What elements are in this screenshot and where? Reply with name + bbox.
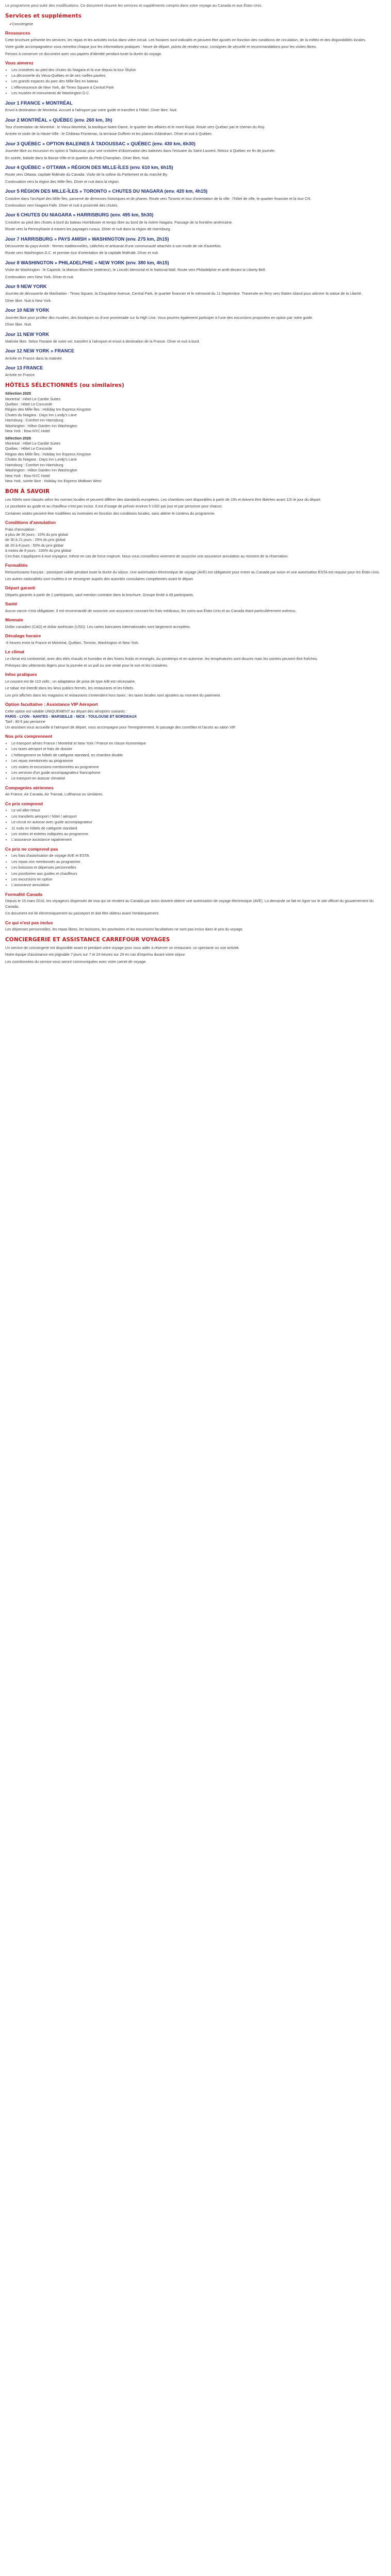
hotel-group-label: Sélection 2025 [5,391,31,396]
list-item: • Le circuit en autocar avec guide accompagnateur [11,820,386,825]
section-title-conditions: Conditions d'annulation [5,520,56,526]
day-text: Envol à destination de Montréal. Accueil à l'aéroport par votre guide et transfert à l'hôtel. Dîner libre. Nuit. [5,108,177,113]
day-text: Découverte du pays Amish : fermes traditionnelles, calèches et artisanat d'une communauté attachée à son mode de vie d'autrefois. [5,244,222,249]
list-item: • Les repas non mentionnés au programme [11,859,386,865]
hotel-line: New York : Row NYC Hotel [5,473,50,478]
section-title-depart: Départ garanti [5,585,36,591]
page [0,0,391,973]
day-title: Jour 12 NEW YORK » FRANCE [5,348,75,354]
section-title-option-vip: Option facultative : Assistance VIP Aéroport [5,702,98,707]
paragraph: Dollar canadien (CAD) et dollar américain (USD). Les cartes bancaires internationales sont largement acceptées. [5,624,191,629]
option-line: Tarif : 80 € par personne [5,719,45,724]
paragraph: Certaines visites peuvent être modifiées ou inversées en fonction des conditions locales, sans altérer le contenu du programme. [5,511,216,516]
day-title: Jour 10 NEW YORK [5,308,50,313]
paragraph: -6 heures entre la France et Montréal, Québec, Toronto, Washington et New York. [5,640,139,645]
prix-comprend-list [5,808,386,843]
option-line: Un assistant vous accueille à l'aéroport de départ, vous accompagne pour l'enregistrement, le passage des contrôles et l'accès au salon VIP. [5,724,236,730]
paragraph: Air France, Air Canada, Air Transat, Lufthansa ou similaires. [5,792,104,797]
list-item: • Les repas mentionnés au programme [11,758,386,764]
paragraph: Un service de conciergerie est disponible avant et pendant votre voyage pour vous aider à réserver un restaurant, un spectacle ou une activité. [5,945,240,950]
paragraph: Départs garantis à partir de 2 participants, sauf mention contraire dans la brochure. Groupe limité à 49 participants. [5,592,194,597]
paragraph: Prévoyez des vêtements légers pour la journée et un pull ou une veste pour le soir et les croisières. [5,663,169,668]
section-title-conciergerie: CONCIERGERIE ET ASSISTANCE CARREFOUR VOYAGES [5,936,170,943]
list-item: • Les boissons et dépenses personnelles [11,865,386,870]
paragraph: Ce document est lié électroniquement au passeport et doit être obtenu avant l'embarquement. [5,911,160,916]
paragraph: Ressortissants français : passeport valide pendant toute la durée du séjour. Une autorisation électronique de voyage (AVE) est obligatoire pour entrer au Canada par avion et une autorisation ESTA est requise pour les États-Unis. [5,569,380,574]
list-item: • 11 nuits en hôtels de catégorie standard [11,826,386,831]
hotel-line: Harrisburg : Comfort Inn Harrisburg [5,418,63,423]
list-item: • Les taxes aéroport et frais de dossier [11,747,386,752]
section-title-climat: Le climat [5,649,25,655]
section-title-services: Services et suppléments [5,12,82,19]
day-text: Tour d'orientation de Montréal : le Vieux-Montréal, la basilique Notre-Dame, le quartier des affaires et le mont Royal. Route vers Québec par le chemin du Roy. [5,124,265,129]
hotel-line: Région des Mille-Îles : Holiday Inn Express Kingston [5,451,91,456]
condition-line: de 30 à 21 jours : 25% du prix global [5,537,66,543]
itinerary [5,100,386,378]
hotel-line: Région des Mille-Îles : Holiday Inn Express Kingston [5,407,91,412]
list-item: • La découverte du Vieux-Québec et de ses ruelles pavées [11,73,386,78]
list-item: • Les excursions en option [11,877,386,882]
paragraph: Le tabac est interdit dans les lieux publics fermés, les restaurants et les hôtels. [5,686,135,691]
day-text: Route vers Washington D.C. et premier tour d'orientation de la capitale fédérale. Dîner et nuit. [5,250,159,256]
paragraph: Le pourboire au guide et au chauffeur n'est pas inclus. Il est d'usage de prévoir environ 5 USD par jour et par personne pour chacun. [5,504,223,509]
list-item: • Les visites et entrées indiquées au programme [11,832,386,837]
section-title-vous-aimerez: Vous aimerez [5,60,34,66]
services-list [5,22,386,27]
day-title: Jour 13 FRANCE [5,365,43,371]
day-text: Croisière dans l'archipel des Mille-Îles, parsemé de demeures historiques et de phares. Route vers Toronto et tour d'orientation de la ville : l'hôtel de ville, le quartier financier et la tour CN. [5,196,312,201]
list-item: • Le transport en autocar climatisé [11,776,386,781]
day-text: Dîner libre. Nuit à New York. [5,298,52,303]
list-item: • Les services d'un guide accompagnateur francophone [11,770,386,775]
day-title: Jour 5 RÉGION DES MILLE-ÎLES » TORONTO » CHUTES DU NIAGARA (env. 420 km, 4h15) [5,189,208,194]
day-text: En soirée, balade dans la Basse-Ville et le quartier du Petit-Champlain. Dîner libre. Nuit. [5,155,150,160]
list-item: • L'assurance assistance rapatriement [11,837,386,842]
section-title-bon-a-savoir: BON À SAVOIR [5,488,50,495]
list-item: • Les pourboires aux guides et chauffeurs [11,871,386,876]
list-item: • Le transport aérien France / Montréal et New York / France en classe économique [11,741,386,746]
day-text: Arrivée en France. [5,372,36,378]
section-title-infos-pratiques: Infos pratiques [5,672,37,677]
hotel-line: Harrisburg : Comfort Inn Harrisburg [5,462,63,467]
condition-line: à plus de 30 jours : 10% du prix global [5,532,68,537]
hotel-group-label: Sélection 2026 [5,435,31,440]
section-title-nos-prix: Nos prix comprennent [5,734,53,739]
vous-aimerez-list [5,67,386,96]
condition-line: à moins de 8 jours : 100% du prix global [5,548,71,553]
day-title: Jour 3 QUÉBEC » OPTION BALEINES À TADOUSSAC » QUÉBEC (env. 430 km, 6h30) [5,141,196,146]
hotel-line: Washington : Hilton Garden Inn Washington [5,423,77,428]
day-title: Jour 7 HARRISBURG » PAYS AMISH » WASHINGTON (env. 275 km, 2h15) [5,236,169,242]
section-title-sante: Santé [5,601,18,607]
list-item: • Les grands espaces du parc des Mille-Îles en bateau [11,79,386,84]
list-item: • Les musées et monuments de Washington D.C. [11,91,386,96]
list-item: • Les frais d'autorisation de voyage AVE et ESTA [11,853,386,858]
day-text: Route vers la Pennsylvanie à travers les paysages ruraux. Dîner et nuit dans la région de Harrisburg. [5,227,171,232]
day-title: Jour 8 WASHINGTON » PHILADELPHIE » NEW YORK (env. 380 km, 4h15) [5,260,169,265]
list-item: • Le vol aller-retour [11,808,386,813]
hotel-line: Chutes du Niagara : Days Inn Lundy's Lane [5,457,77,462]
paragraph: Cette brochure présente les services, les repas et les activités inclus dans votre circuit. Les horaires sont indicatifs et peuvent être ajustés en fonction des conditions de circulation, de la météo et des disponibilités locales. [5,37,366,42]
paragraph: Aucun vaccin n'est obligatoire. Il est recommandé de souscrire une assurance couvrant les frais médicaux, les soins aux États-Unis et au Canada étant particulièrement onéreux. [5,608,297,613]
day-text: Route vers Ottawa, capitale fédérale du Canada. Visite de la colline du Parlement et du marché By. [5,172,168,177]
hotel-group [5,436,386,484]
option-line: PARIS - LYON - NANTES - MARSEILLE - NICE - TOULOUSE ET BORDEAUX [5,714,137,719]
list-item: • L'assurance annulation [11,883,386,888]
day-text: Journée libre ou excursion en option à Tadoussac pour une croisière d'observation des baleines dans l'estuaire du Saint-Laurent. Retour à Québec en fin de journée. [5,148,276,154]
day-title: Jour 4 QUÉBEC » OTTAWA » RÉGION DES MILLE-ÎLES (env. 610 km, 6h15) [5,165,173,171]
condition-note: Ces frais s'appliquent à tout voyageur, même en cas de force majeure. Nous vous conseillons vivement de souscrire une assurance annulation au moment de la réservation. [5,553,289,558]
hotel-line: Québec : Hôtel Le Concorde [5,401,53,406]
day-text: Continuation vers New York. Dîner et nuit. [5,274,74,279]
day-text: Dîner libre. Nuit. [5,322,32,327]
day-text: Journée libre pour profiter des musées, des boutiques ou d'une promenade sur la High Line. Vous pourrez également participer à l'une des excursions proposées en option par votre guide. [5,315,313,320]
list-item: • Les transferts aéroport / hôtel / aéroport [11,814,386,819]
day-text: Continuation vers la région des Mille-Îles. Dîner et nuit dans la région. [5,179,120,184]
section-title-formalites: Formalités [5,563,28,568]
option-line: Cette option est valable UNIQUEMENT au départ des aéroports suivants : [5,708,127,714]
list-item: • Les visites et excursions mentionnées au programme [11,765,386,770]
paragraph: Les coordonnées du service vous seront communiquées avec votre carnet de voyage. [5,959,147,964]
section-title-prix-ne-comprend: Ce prix ne comprend pas [5,846,58,852]
hotel-line: Montréal : Hôtel Le Cantlie Suites [5,441,61,446]
list-item: ✔ Conciergerie [9,22,386,27]
day-title: Jour 11 NEW YORK [5,331,50,337]
section-title-compagnies: Compagnies aériennes [5,785,54,790]
nos-prix-list [5,741,386,782]
condition-line: Frais d'annulation : [5,527,37,532]
prix-ne-comprend-list [5,853,386,888]
hotel-line: Québec : Hôtel Le Concorde [5,446,53,451]
hotel-line: New York, soirée libre : Holiday Inn Express Midtown West [5,479,102,484]
section-title-ce-qui: Ce qui n'est pas inclus [5,920,53,925]
day-text: Journée de découverte de Manhattan : Times Square, la Cinquième Avenue, Central Park, le quartier financier et le mémorial du 11-Septembre. Traversée en ferry vers Staten Island pour admirer la statue de la Liberté. [5,291,363,296]
list-item: • L'hébergement en hôtels de catégorie standard, en chambre double [11,753,386,758]
day-text: Continuation vers Niagara Falls. Dîner et nuit à proximité des chutes. [5,203,119,208]
day-text: Matinée libre. Selon l'horaire de votre vol, transfert à l'aéroport et envol à destination de la France. Dîner et nuit à bord. [5,338,200,344]
paragraph: Les autres nationalités sont invitées à se renseigner auprès des autorités consulaires compétentes avant le départ. [5,577,194,582]
list-item: • Les croisières au pied des chutes du Niagara et la vue depuis la tour Skylon [11,67,386,73]
intro-text: Le programme peut subir des modifications. Ce document résume les services et suppléments compris dans votre voyage au Canada et aux États-Unis. [5,3,263,8]
section-title-formalite-canada: Formalité Canada [5,891,43,897]
paragraph: Les dépenses personnelles, les repas libres, les boissons, les pourboires et les excursions facultatives ne sont pas inclus dans le prix du voyage. [5,927,243,932]
hotel-group [5,391,386,434]
hotel-line: Washington : Hilton Garden Inn Washington [5,468,77,473]
paragraph: Notre équipe d'assistance est joignable 7 jours sur 7 et 24 heures sur 24 en cas d'imprévu durant votre séjour. [5,952,186,957]
section-title-ressources: Ressources [5,30,30,36]
paragraph: Depuis le 15 mars 2016, les voyageurs dispensés de visa qui se rendent au Canada par avion doivent obtenir une autorisation de voyage électronique (AVE). La demande se fait en ligne sur le site officiel du gouvernement du Canada. [5,899,374,909]
day-text: Arrivée et visite de la Haute-Ville : le Château Frontenac, la terrasse Dufferin et les plaines d'Abraham. Dîner et nuit à Québec. [5,131,213,137]
list-item: • L'effervescence de New York, de Times Square à Central Park [11,85,386,90]
hotel-line: New York : Row NYC Hotel [5,429,50,434]
section-title-decalage: Décalage horaire [5,633,41,639]
day-text: Visite de Washington : le Capitole, la Maison-Blanche (extérieur), le Lincoln Memorial et le National Mall. Route vers Philadelphie et arrêt devant la Liberty Bell. [5,267,266,273]
paragraph: Les prix affichés dans les magasins et restaurants s'entendent hors taxes ; les taxes locales sont ajoutées au moment du paiement. [5,692,221,698]
day-title: Jour 1 FRANCE » MONTRÉAL [5,100,73,106]
paragraph: Votre guide accompagnateur vous remettra chaque jour les informations pratiques : heure de départ, points de rendez-vous, consignes de sécurité et recommandations pour les visites libres. [5,44,317,49]
condition-line: de 20 à 8 jours : 50% du prix global [5,543,63,548]
paragraph: Le courant est de 110 volts ; un adaptateur de prise de type A/B est nécessaire. [5,679,136,684]
day-title: Jour 6 CHUTES DU NIAGARA » HARRISBURG (env. 495 km, 5h30) [5,212,154,218]
day-title: Jour 9 NEW YORK [5,284,47,290]
day-text: Arrivée en France dans la matinée. [5,355,63,361]
day-title: Jour 2 MONTRÉAL » QUÉBEC (env. 260 km, 3h) [5,117,112,123]
paragraph: Les hôtels sont classés selon les normes locales et peuvent différer des standards européens. Les chambres sont disponibles à partir de 15h et doivent être libérées avant 11h le jour du départ. [5,497,321,502]
section-title-monnaie: Monnaie [5,617,23,623]
hotel-line: Montréal : Hôtel Le Cantlie Suites [5,396,61,401]
section-title-hotels: HÔTELS SÉLECTIONNÉS (ou similaires) [5,382,124,388]
section-title-prix-comprend: Ce prix comprend [5,801,43,806]
hotel-line: Chutes du Niagara : Days Inn Lundy's Lane [5,412,77,417]
paragraph: Le climat est continental, avec des étés chauds et humides et des hivers froids et enneigés. Au printemps et en automne, les températures sont douces mais les soirées peuvent être fraîches. [5,656,318,661]
paragraph: Pensez à conserver ce document avec vos papiers d'identité pendant toute la durée du voyage. [5,51,162,56]
day-text: Croisière au pied des chutes à bord du bateau Hornblower et temps libre au bord de la rivière Niagara. Passage de la frontière américaine. [5,219,233,225]
